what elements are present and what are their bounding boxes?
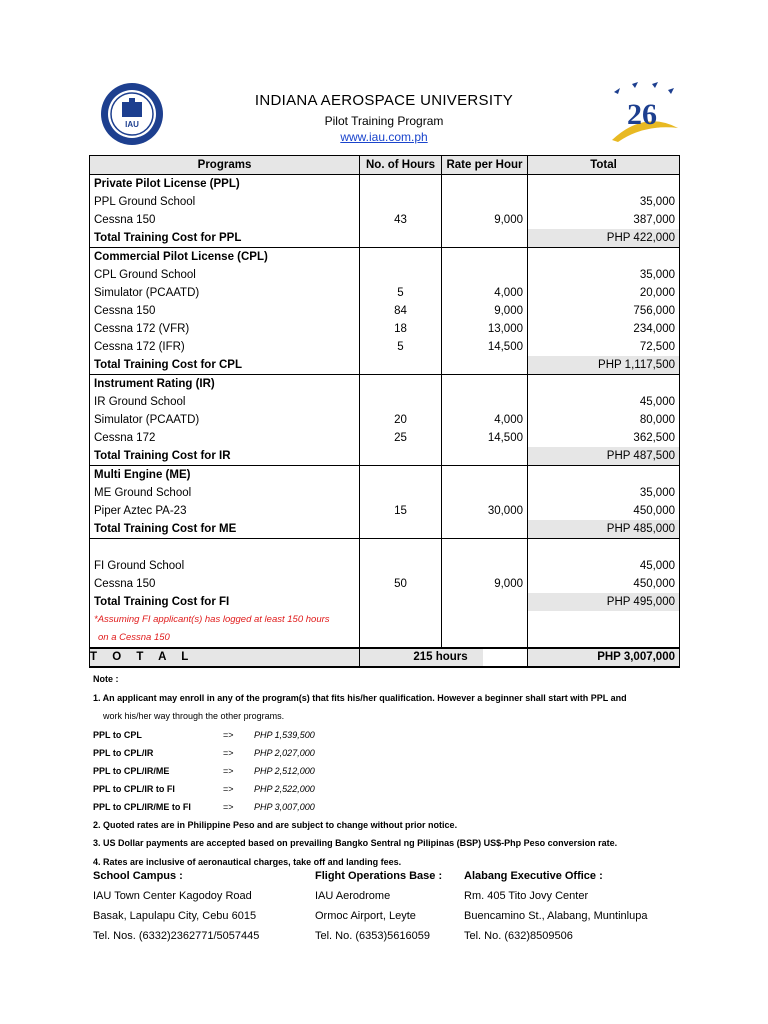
path-row: PPL to CPL/IR/ME => PHP 2,512,000 — [93, 765, 315, 776]
row-hours: 43 — [360, 211, 442, 229]
path-row: PPL to CPL => PHP 1,539,500 — [93, 729, 315, 740]
me-title-row — [90, 466, 680, 485]
flight-base-phone: Tel. No. (6353)5616059 — [315, 930, 430, 942]
path-row: PPL to CPL/IR to FI => PHP 2,522,000 — [93, 783, 315, 794]
table-row: Piper Aztec PA-23 15 30,000 450,000 — [90, 502, 680, 520]
fi-note-row — [90, 611, 680, 629]
cpl-total-label: Total Training Cost for CPL — [90, 356, 360, 375]
school-campus-block: School Campus : IAU Town Center Kagodoy Road Basak, Lapulapu City, Cebu 6015 Tel. Nos. (6332)2362771/5057445 — [93, 866, 259, 946]
me-total-row — [90, 520, 680, 539]
flight-base-block: Flight Operations Base : IAU Aerodrome Ormoc Airport, Leyte Tel. No. (6353)5616059 — [315, 866, 442, 946]
training-cost-table — [89, 155, 680, 668]
cpl-title-row — [90, 248, 680, 267]
grand-total-row — [90, 648, 680, 667]
row-total: 387,000 — [528, 211, 680, 229]
university-name: INDIANA AEROSPACE UNIVERSITY — [254, 92, 514, 109]
fi-total-value: PHP 495,000 — [528, 593, 680, 611]
ir-title: Instrument Rating (IR) — [90, 375, 360, 394]
alabang-office-phone: Tel. No. (632)8509506 — [464, 930, 573, 942]
seal-text: IAU — [125, 120, 139, 129]
note-3: 3. US Dollar payments are accepted based on prevailing Bangko Sentral ng Pilipinas (BSP) US$-Php Peso conversion rate. — [93, 838, 618, 848]
table-row: Simulator (PCAATD) 5 4,000 20,000 — [90, 284, 680, 302]
table-row: Simulator (PCAATD) 20 4,000 80,000 — [90, 411, 680, 429]
header-hours: No. of Hours — [360, 156, 442, 175]
website-link[interactable]: www.iau.com.ph — [340, 130, 428, 144]
table-row: Cessna 172 (VFR) 18 13,000 234,000 — [90, 320, 680, 338]
table-row: Cessna 172 25 14,500 362,500 — [90, 429, 680, 447]
note-1-continued: work his/her way through the other programs. — [103, 711, 285, 721]
note-1: 1. An applicant may enroll in any of the program(s) that fits his/her qualification. However a beginner shall start with PPL and — [93, 692, 627, 703]
alabang-office-title: Alabang Executive Office : — [464, 870, 603, 882]
fi-note-line2: on a Cessna 150 — [90, 629, 360, 648]
fi-total-label: Total Training Cost for FI — [90, 593, 360, 611]
table-row: Cessna 172 (IFR) 5 14,500 72,500 — [90, 338, 680, 356]
fi-note-row — [90, 629, 680, 648]
table-row: CPL Ground School 35,000 — [90, 266, 680, 284]
me-total-label: Total Training Cost for ME — [90, 520, 360, 539]
path-row: PPL to CPL/IR => PHP 2,027,000 — [93, 747, 315, 758]
row-program: Cessna 150 — [90, 211, 360, 229]
note-4: 4. Rates are inclusive of aeronautical charges, take off and landing fees. — [93, 856, 402, 867]
fi-spacer-row — [90, 539, 680, 558]
row-total: 35,000 — [528, 193, 680, 211]
table-row: ME Ground School 35,000 — [90, 484, 680, 502]
ir-total-row — [90, 447, 680, 466]
alabang-office-block: Alabang Executive Office : Rm. 405 Tito Jovy Center Buencamino St., Alabang, Muntinlupa Tel. No. (632)8509506 — [464, 866, 647, 946]
row-program: PPL Ground School — [90, 193, 360, 211]
table-row: Cessna 150 50 9,000 450,000 — [90, 575, 680, 593]
table-row: FI Ground School 45,000 — [90, 557, 680, 575]
notes-heading: Note : — [93, 674, 119, 684]
row-rate: 9,000 — [442, 211, 528, 229]
grand-total-label: T O T A L — [90, 648, 360, 667]
cpl-total-row — [90, 356, 680, 375]
ppl-total-label: Total Training Cost for PPL — [90, 229, 360, 248]
flight-base-title: Flight Operations Base : — [315, 870, 443, 882]
me-total-value: PHP 485,000 — [528, 520, 680, 539]
me-title: Multi Engine (ME) — [90, 466, 360, 485]
cpl-title: Commercial Pilot License (CPL) — [90, 248, 360, 267]
notes-section — [93, 670, 693, 871]
ir-total-label: Total Training Cost for IR — [90, 447, 360, 466]
note-2: 2. Quoted rates are in Philippine Peso and are subject to change without prior notice. — [93, 819, 458, 830]
table-header-row — [90, 156, 680, 175]
ppl-title: Private Pilot License (PPL) — [90, 175, 360, 194]
anniversary-number: 26 — [627, 98, 657, 131]
fi-note-line1: *Assuming FI applicant(s) has logged at least 150 hours — [90, 611, 360, 629]
table-row: Cessna 150 84 9,000 756,000 — [90, 302, 680, 320]
ir-title-row — [90, 375, 680, 394]
fi-total-row — [90, 593, 680, 611]
ir-total-value: PHP 487,500 — [528, 447, 680, 466]
table-row: IR Ground School 45,000 — [90, 393, 680, 411]
header-rate: Rate per Hour — [442, 156, 528, 175]
table-row — [90, 193, 680, 211]
header-programs: Programs — [90, 156, 360, 175]
ppl-total-row — [90, 229, 680, 248]
school-campus-title: School Campus : — [93, 870, 183, 882]
ppl-title-row — [90, 175, 680, 194]
path-row: PPL to CPL/IR/ME to FI => PHP 3,007,000 — [93, 801, 315, 812]
ppl-total-value: PHP 422,000 — [528, 229, 680, 248]
header-total: Total — [528, 156, 680, 175]
school-campus-phone: Tel. Nos. (6332)2362771/5057445 — [93, 930, 260, 942]
grand-total-hours: 215 hours — [398, 648, 484, 667]
program-subtitle: Pilot Training Program — [324, 114, 444, 128]
grand-total-value: PHP 3,007,000 — [528, 648, 680, 667]
table-row — [90, 211, 680, 229]
cpl-total-value: PHP 1,117,500 — [528, 356, 680, 375]
